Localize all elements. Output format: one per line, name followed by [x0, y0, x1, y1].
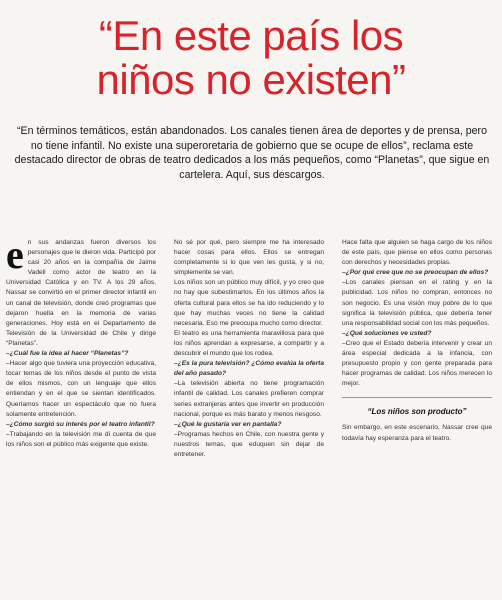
paragraph: Hace falta que alguien se haga cargo de los niños de este país, que piense en ellos como personas con derechos y necesidades propias. — [342, 239, 492, 267]
paragraph: Los niños son un público muy difícil, y yo creo que no hay que subestimarlos. En los últimos años la oferta cultural para ellos se ha ido reduciendo y lo que hay muchas veces no tiene la calidad necesaria. Eso me preocupa mucho como director. — [174, 279, 324, 327]
paragraph: n sus andanzas fueron diversos los personajes que le dieron vida. Participó por casi 20 años en la compañía de Jaime Vadell como actor de teatro en la Universidad Católica y en TV. A los 29 años, Nassar se convirtió en el primer director infantil en un canal de televisión, donde creó programas que dejaron huella en la memoria de varias generaciones. Hoy está en el Departamento de Televisión de la Universidad de Chile y dirige “Planetas”. — [6, 239, 156, 347]
paragraph: –Los canales piensan en el rating y en la publicidad. Los niños no compran, entonces no son negocio. Es una visión muy pobre de lo que significa la televisión pública, que debería tener una responsabilidad social con los más pequeños. — [342, 279, 492, 327]
column-1 — [6, 238, 156, 598]
subhead: “Los niños son producto” — [367, 407, 467, 417]
paragraph: –La televisión abierta no tiene programación infantil de calidad. Los canales prefieren comprar series extranjeras antes que invertir en producción nacional, porque es más barato y menos riesgoso. — [174, 380, 324, 418]
question: –¿Qué soluciones ve usted? — [342, 329, 432, 337]
paragraph: Sin embargo, en este escenario, Nassar cree que todavía hay esperanza para el teatro. — [342, 424, 492, 442]
drop-cap: e — [6, 238, 24, 277]
lead-paragraph: “En términos temáticos, están abandonados. Los canales tienen área de deportes y de prensa, pero no tiene infantil. No existe una superoretaria de gobierno que se ocupe de ellos”, reclama este destacado director de obras de teatro dedicados a los más pequeños, como “Planetas”, que sigue en cartelera. Aquí, sus descargos. — [14, 125, 490, 181]
column-3 — [342, 238, 492, 598]
question: –¿Es la pura televisión? ¿Cómo evalúa la oferta del año pasado? — [174, 360, 324, 378]
paragraph: El teatro es una herramienta maravillosa para que los niños aprendan a expresarse, a compartir y a descubrir el mundo que los rodea. — [174, 329, 324, 358]
question: –¿Cómo surgió su interés por el teatro infantil? — [6, 420, 155, 428]
paragraph: –Creo que el Estado debería intervenir y crear un área especial dedicada a la infancia, con presupuesto propio y con gente preparada para hacer programas de calidad. Los niños merecen lo mejor. — [342, 339, 492, 388]
headline — [0, 14, 502, 102]
question: –¿Qué le gustaría ver en pantalla? — [174, 420, 282, 428]
paragraph: –Hacer algo que tuviera una proyección educativa, tocar temas de los niños desde el punto de vista de ellos mismos, con un lenguaje que ellos entiendan y en el que se sientan identificados. Queríamos hacer un espectáculo que no fuera solamente entretención. — [6, 360, 156, 418]
article-body — [6, 238, 496, 598]
paragraph: –Trabajando en la televisión me di cuenta de que los niños son el público más exigente que existe. — [6, 430, 156, 448]
divider — [342, 397, 492, 398]
paragraph: –Programas hechos en Chile, con nuestra gente y nuestros temas, que eduquen sin dejar de entretener. — [174, 430, 324, 458]
question: –¿Cuál fue la idea al hacer “Planetas”? — [6, 350, 129, 358]
paragraph: No sé por qué, pero siempre me ha interesado hacer cosas para ellos. Ellos se entregan completamente si lo que ven les gusta, y si no, simplemente se van. — [174, 239, 324, 277]
column-2 — [174, 238, 324, 598]
headline-line-1: “En este país los — [98, 12, 404, 59]
question: –¿Por qué cree que no se preocupan de ellos? — [342, 269, 489, 277]
headline-line-2: niños no existen” — [96, 56, 406, 103]
